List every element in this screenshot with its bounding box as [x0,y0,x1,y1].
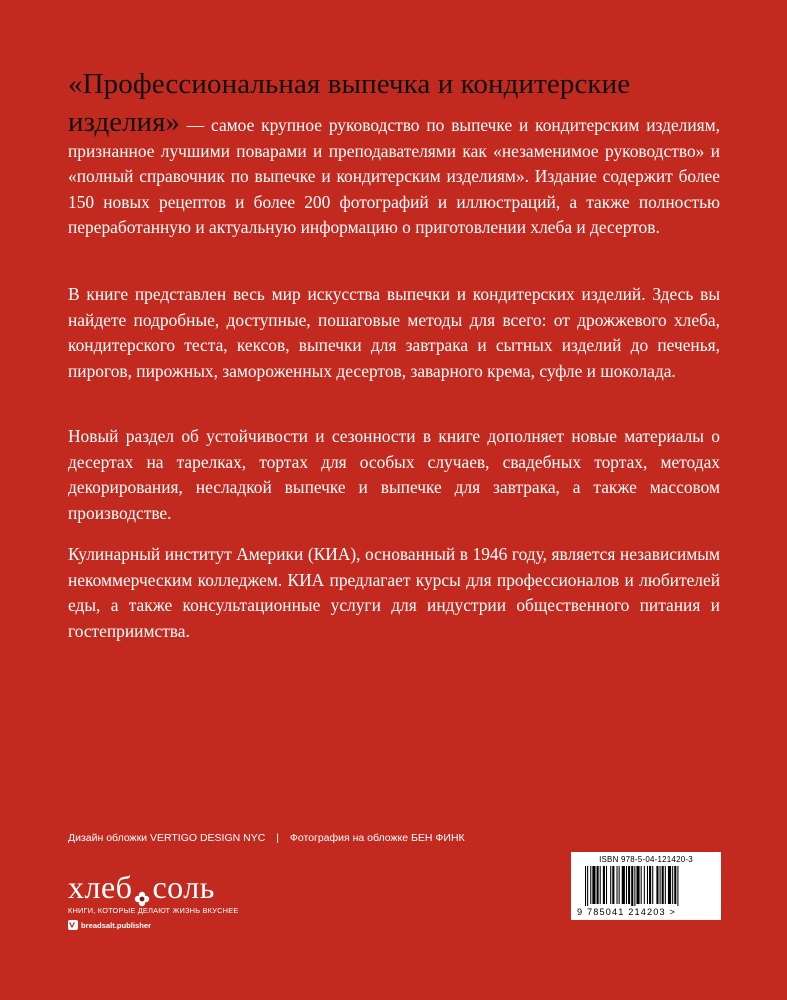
lead-paragraph [68,106,720,241]
barcode-bar [600,866,601,904]
headline: «Профессиональная выпечка и кондитерские [68,68,631,100]
design-credit-label: Дизайн обложки [68,832,148,844]
barcode-bar [587,866,588,906]
barcode-bar [656,866,658,904]
barcode-bar [668,866,671,904]
barcode-block [571,852,721,920]
barcode-bar [631,866,633,906]
barcode-bar [660,866,661,904]
barcode-bar [662,866,664,904]
credit-separator: | [276,832,279,844]
barcode-bar [641,866,642,904]
vk-icon [68,920,78,930]
barcode-bar [597,866,599,904]
barcode-bar [603,866,605,904]
cover-credits [68,832,465,844]
lead-paragraph-text: — самое крупное руководство по выпечке и кондитерским изделиям, признанное лучшими поварами и преподавателями как «незаменимое руководство» и «полный справочник по выпечке и кондитерским изделиям». Издание содержит более 150 новых рецептов и более 200 фотографий и иллюстраций, а также полностью переработанную и актуальную информацию о приготовлении хлеба и десертов. [68,115,720,237]
barcode-bar [610,866,611,904]
barcode-bar [612,866,614,904]
barcode-icon [585,866,707,906]
wordmark-left: хлеб [68,869,133,905]
barcode-bar [652,866,653,904]
wordmark-right: соль [152,869,215,905]
barcode-bar [626,866,627,904]
barcode-bar [585,866,586,906]
barcode-bar [622,866,625,904]
barcode-bar [590,866,591,904]
publisher-tagline: КНИГИ, КОТОРЫЕ ДЕЛАЮТ ЖИЗНЬ ВКУСНЕЕ [68,906,239,915]
barcode-bar [634,866,635,906]
design-credit-value: VERTIGO DESIGN NYC [149,832,266,844]
barcode-bar [674,866,676,904]
barcode-bar [649,866,651,904]
barcode-bar [677,866,678,906]
photo-credit-value: БЕН ФИНК [411,832,465,844]
paragraph-new-section: Новый раздел об устойчивости и сезонности в книге дополняет новые материалы о десертах на тарелках, тортах для особых случаев, свадебных тортах, методах декорирования, несладкой выпечке и выпечке для завтрака, а также массовом производстве. [68,426,720,523]
photo-credit-label: Фотография на обложке [289,832,409,844]
publisher-logo [68,870,238,930]
barcode-bar [672,866,673,904]
headline-tail: изделия» [68,106,180,138]
barcode-bar [592,866,595,904]
paragraph-contents: В книге представлен весь мир искусства выпечки и кондитерских изделий. Здесь вы найдете подробные, доступные, пошаговые методы для всего: от дрожжевого хлеба, кондитерского теста, кексов, выпечки для завтрака и сытных изделий до печенья, пирогов, пирожных, замороженных десертов, заварного крема, суфле и шоколада. [68,284,720,381]
publisher-wordmark [68,870,238,904]
barcode-bar [628,866,630,904]
isbn-label: ISBN 978-5-04-121420-3 [599,855,693,864]
barcode-bar [644,866,645,904]
barcode-bar [665,866,666,904]
social-link[interactable] [68,920,238,930]
ean-digits: 9 785041 214203 > [577,907,676,917]
barcode-bar [647,866,648,904]
barcode-bar [617,866,618,904]
social-handle: breadsalt.publisher [81,920,152,930]
barcode-bar [619,866,620,904]
paragraph-about-cia: Кулинарный институт Америки (КИА), основанный в 1946 году, является независимым некоммерческим колледжем. КИА предлагает курсы для профессионалов и любителей еды, а также консультационные услуги для индустрии общественного питания и гостеприимства. [68,544,720,641]
flower-icon [134,879,150,895]
barcode-bar [636,866,639,904]
barcode-bar [606,866,607,904]
